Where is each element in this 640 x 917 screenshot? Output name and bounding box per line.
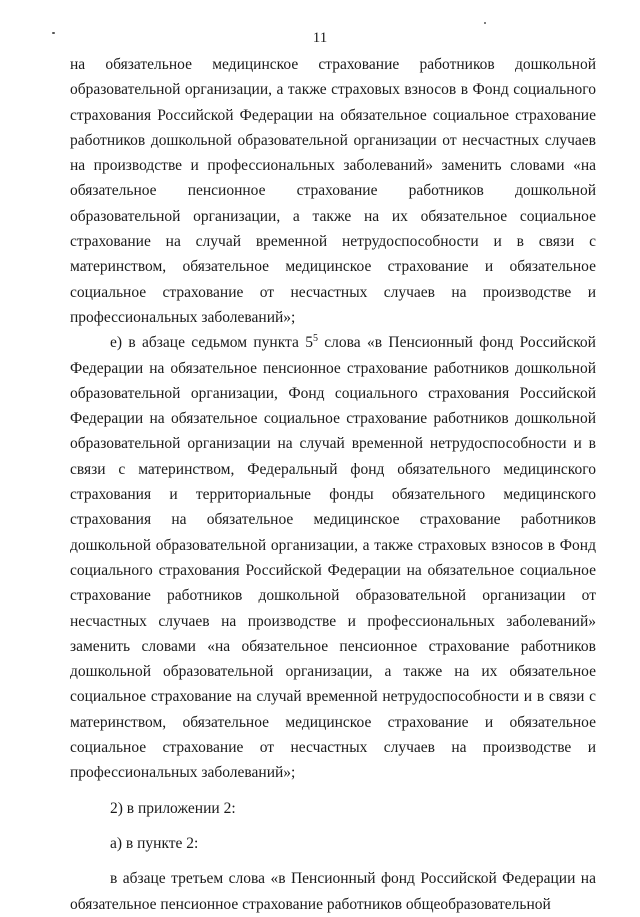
scan-artifact [484,22,486,24]
item-e-lead: е) в абзаце седьмом пункта 5 [110,334,313,352]
paragraph-appendix-2: 2) в приложении 2: [110,799,236,817]
paragraph-third-abzac: в абзаце третьем слова «в Пенсионный фонд Российской Федерации на обязательное пенсионное страхование работников общеобразовательной [70,870,596,913]
page-number: 11 [312,30,328,46]
document-body [70,52,596,917]
paragraph-item-a: а) в пункте 2: [110,834,199,852]
paragraph-continuation: на обязательное медицинское страхование работников дошкольной образовательной организации, а также страховых взносов в Фонд социального страхования Российской Федерации на обязательное социальное страхование работников дошкольной образовательной организации от несчастных случаев на производстве и профессиональных заболеваний» заменить словами «на обязательное пенсионное страхование работников дошкольной образовательной организации, а также на их обязательное социальное страхование на случай временной нетрудоспособности и в связи с материнством, обязательное медицинское страхование и обязательное социальное страхование от несчастных случаев на производстве и профессиональных заболеваний»; [70,56,596,326]
superscript: 5 [312,333,318,345]
paragraph-item-e [70,330,596,785]
item-e-text: слова «в Пенсионный фонд Российской Федерации на обязательное пенсионное страхование работников дошкольной образовательной организации, Фонд социального страхования Российской Федерации на обязательное социальное страхование работников дошкольной образовательной организации на случай временной нетрудоспособности и в связи с материнством, Федеральный фонд обязательного медицинского страхования и территориальные фонды обязательного медицинского страхования на обязательное медицинское страхование работников дошкольной образовательной организации, а также страховых взносов в Фонд социального страхования Российской Федерации на обязательное социальное страхование работников дошкольной образовательной организации от несчастных случаев на производстве и профессиональных заболеваний» заменить словами «на обязательное пенсионное страхование работников дошкольной образовательной организации, а также на их обязательное социальное страхование на случай временной нетрудоспособности и в связи с материнством, обязательное медицинское страхование и обязательное социальное страхование от несчастных случаев на производстве и профессиональных заболеваний»; [70,334,596,782]
